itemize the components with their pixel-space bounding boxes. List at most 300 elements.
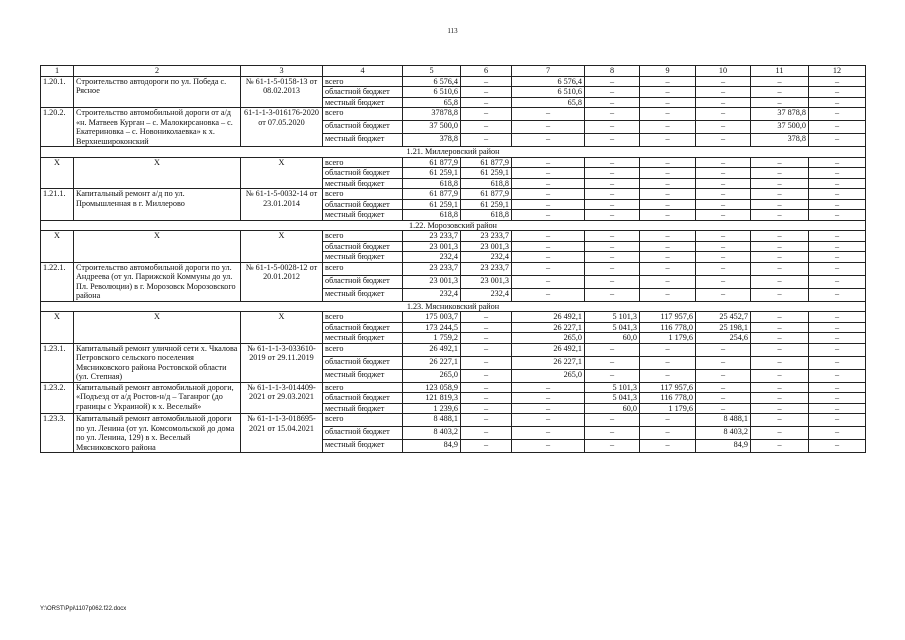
amount-cell: – — [751, 262, 809, 275]
object-name: Строительство автодороги по ул. Победа с. Рясное — [74, 76, 241, 108]
funding-source: местный бюджет — [323, 134, 403, 147]
amount-cell: – — [696, 134, 751, 147]
object-name: Капитальный ремонт уличной сети х. Чкалова Петровского сельского поселения Мясниковского района Ростовской области (ул. Степная) — [74, 343, 241, 382]
amount-cell: – — [585, 231, 640, 242]
amount-cell: – — [640, 157, 696, 168]
amount-cell: – — [751, 241, 809, 252]
amount-cell: – — [512, 241, 585, 252]
amount-cell: – — [696, 393, 751, 404]
amount-cell: – — [585, 427, 640, 440]
amount-cell: – — [585, 262, 640, 275]
amount-cell: 6 576,4 — [512, 76, 585, 87]
amount-cell: – — [585, 87, 640, 98]
amount-cell: – — [512, 189, 585, 200]
amount-cell: – — [809, 288, 866, 301]
amount-cell: 254,6 — [696, 333, 751, 344]
amount-cell: 26 227,1 — [403, 356, 461, 369]
amount-cell: – — [585, 134, 640, 147]
amount-cell: – — [809, 97, 866, 108]
amount-cell: – — [696, 288, 751, 301]
amount-cell: – — [809, 252, 866, 263]
registration-number: № 61-1-5-0158-13 от 08.02.2013 — [241, 76, 323, 108]
amount-cell: – — [640, 252, 696, 263]
amount-cell: 618,8 — [461, 210, 512, 221]
amount-cell: – — [696, 275, 751, 288]
amount-cell: – — [751, 178, 809, 189]
item-number: 1.23.3. — [41, 414, 74, 453]
funding-source: местный бюджет — [323, 369, 403, 382]
amount-cell: – — [512, 414, 585, 427]
funding-source: всего — [323, 262, 403, 275]
amount-cell: 61 877,9 — [403, 189, 461, 200]
amount-cell: 61 259,1 — [403, 199, 461, 210]
funding-source: местный бюджет — [323, 288, 403, 301]
funding-source: местный бюджет — [323, 252, 403, 263]
amount-cell: – — [640, 241, 696, 252]
amount-cell: – — [585, 356, 640, 369]
amount-cell: 25 198,1 — [696, 322, 751, 333]
amount-cell: – — [512, 252, 585, 263]
funding-source: областной бюджет — [323, 322, 403, 333]
table-row — [41, 343, 866, 356]
amount-cell: – — [809, 231, 866, 242]
funding-source: всего — [323, 157, 403, 168]
amount-cell: – — [751, 393, 809, 404]
amount-cell: – — [461, 403, 512, 414]
amount-cell: – — [512, 178, 585, 189]
funding-source: областной бюджет — [323, 356, 403, 369]
table-row — [41, 382, 866, 393]
amount-cell: 6 510,6 — [512, 87, 585, 98]
object-name: Строительство автомобильной дороги по ул. Андреева (от ул. Парижской Коммуны до ул. Пл. Революции) в г. Морозовск Морозовского района — [74, 262, 241, 301]
file-path-footer: Y:\ORST\Ppi\1107p062.f22.docx — [40, 606, 127, 612]
amount-cell: – — [751, 440, 809, 453]
amount-cell: – — [809, 333, 866, 344]
district-section-row — [41, 147, 866, 158]
amount-cell: – — [809, 343, 866, 356]
item-number: 1.23.1. — [41, 343, 74, 382]
amount-cell: 232,4 — [403, 288, 461, 301]
item-number: 1.20.2. — [41, 108, 74, 147]
object-name: Х — [74, 312, 241, 344]
amount-cell: – — [809, 134, 866, 147]
amount-cell: – — [751, 414, 809, 427]
amount-cell: – — [809, 189, 866, 200]
amount-cell: – — [461, 87, 512, 98]
column-number-header: 4 — [323, 66, 403, 77]
column-number-header: 10 — [696, 66, 751, 77]
amount-cell: – — [461, 440, 512, 453]
funding-source: всего — [323, 312, 403, 323]
amount-cell: – — [512, 121, 585, 134]
amount-cell: 61 877,9 — [403, 157, 461, 168]
amount-cell: 23 001,3 — [461, 275, 512, 288]
column-number-header: 7 — [512, 66, 585, 77]
amount-cell: – — [751, 252, 809, 263]
district-section-title: 1.22. Морозовский район — [41, 220, 866, 231]
amount-cell: 61 877,9 — [461, 157, 512, 168]
column-number-header: 11 — [751, 66, 809, 77]
amount-cell: – — [751, 87, 809, 98]
amount-cell: 618,8 — [403, 210, 461, 221]
amount-cell: – — [461, 414, 512, 427]
amount-cell: – — [461, 333, 512, 344]
column-number-header: 3 — [241, 66, 323, 77]
district-section-title: 1.21. Миллеровский район — [41, 147, 866, 158]
column-number-header: 6 — [461, 66, 512, 77]
funding-source: всего — [323, 231, 403, 242]
amount-cell: – — [696, 168, 751, 179]
amount-cell: – — [809, 168, 866, 179]
object-name: Х — [74, 231, 241, 263]
amount-cell: 60,0 — [585, 403, 640, 414]
amount-cell: – — [640, 414, 696, 427]
amount-cell: – — [809, 76, 866, 87]
amount-cell: – — [512, 199, 585, 210]
amount-cell: 8 488,1 — [696, 414, 751, 427]
amount-cell: – — [751, 76, 809, 87]
amount-cell: 23 001,3 — [461, 241, 512, 252]
amount-cell: – — [809, 262, 866, 275]
amount-cell: – — [696, 108, 751, 121]
budget-table — [40, 65, 866, 453]
amount-cell: – — [461, 134, 512, 147]
item-number: 1.21.1. — [41, 189, 74, 221]
amount-cell: 61 259,1 — [461, 199, 512, 210]
amount-cell: – — [751, 403, 809, 414]
amount-cell: 232,4 — [461, 252, 512, 263]
registration-number: Х — [241, 157, 323, 189]
funding-source: областной бюджет — [323, 168, 403, 179]
amount-cell: 1 759,2 — [403, 333, 461, 344]
funding-source: областной бюджет — [323, 275, 403, 288]
column-number-header: 5 — [403, 66, 461, 77]
amount-cell: – — [751, 427, 809, 440]
funding-source: местный бюджет — [323, 210, 403, 221]
amount-cell: – — [461, 76, 512, 87]
funding-source: всего — [323, 76, 403, 87]
amount-cell: 23 233,7 — [403, 231, 461, 242]
column-number-header: 12 — [809, 66, 866, 77]
amount-cell: – — [585, 121, 640, 134]
funding-source: всего — [323, 414, 403, 427]
item-number: 1.22.1. — [41, 262, 74, 301]
amount-cell: 6 576,4 — [403, 76, 461, 87]
amount-cell: – — [640, 356, 696, 369]
amount-cell: – — [585, 414, 640, 427]
funding-source: всего — [323, 343, 403, 356]
amount-cell: – — [696, 252, 751, 263]
amount-cell: – — [640, 189, 696, 200]
amount-cell: 26 227,1 — [512, 356, 585, 369]
amount-cell: 65,8 — [403, 97, 461, 108]
registration-number: № 61-1-1-3-033610-2019 от 29.11.2019 — [241, 343, 323, 382]
registration-number: 61-1-1-3-016176-2020 от 07.05.2020 — [241, 108, 323, 147]
amount-cell: – — [585, 288, 640, 301]
funding-source: всего — [323, 108, 403, 121]
registration-number: Х — [241, 231, 323, 263]
object-name: Капитальный ремонт автомобильной дороги, «Подъезд от а/д Ростов-н/д – Таганрог (до границы с Украиной) к х. Веселый» — [74, 382, 241, 414]
table-row — [41, 108, 866, 121]
amount-cell: – — [585, 178, 640, 189]
amount-cell: – — [809, 356, 866, 369]
funding-source: всего — [323, 382, 403, 393]
amount-cell: – — [640, 168, 696, 179]
amount-cell: – — [809, 157, 866, 168]
amount-cell: – — [585, 343, 640, 356]
page-number: 113 — [447, 27, 458, 35]
amount-cell: 618,8 — [403, 178, 461, 189]
amount-cell: – — [751, 157, 809, 168]
amount-cell: 23 001,3 — [403, 275, 461, 288]
amount-cell: – — [461, 369, 512, 382]
item-number: 1.23.2. — [41, 382, 74, 414]
amount-cell: 61 877,9 — [461, 189, 512, 200]
amount-cell: – — [751, 231, 809, 242]
amount-cell: – — [809, 121, 866, 134]
amount-cell: 26 492,1 — [403, 343, 461, 356]
amount-cell: – — [512, 275, 585, 288]
amount-cell: – — [696, 403, 751, 414]
amount-cell: 37878,8 — [403, 108, 461, 121]
amount-cell: – — [512, 427, 585, 440]
amount-cell: – — [751, 369, 809, 382]
amount-cell: – — [809, 440, 866, 453]
amount-cell: 23 001,3 — [403, 241, 461, 252]
funding-source: областной бюджет — [323, 427, 403, 440]
amount-cell: – — [461, 121, 512, 134]
amount-cell: – — [585, 108, 640, 121]
amount-cell: – — [585, 440, 640, 453]
amount-cell: – — [640, 343, 696, 356]
amount-cell: – — [461, 427, 512, 440]
object-name: Х — [74, 157, 241, 189]
amount-cell: – — [640, 108, 696, 121]
amount-cell: – — [512, 403, 585, 414]
amount-cell: – — [512, 288, 585, 301]
amount-cell: – — [512, 440, 585, 453]
amount-cell: 60,0 — [585, 333, 640, 344]
amount-cell: – — [461, 322, 512, 333]
amount-cell: 5 101,3 — [585, 382, 640, 393]
amount-cell: 23 233,7 — [461, 262, 512, 275]
amount-cell: – — [751, 333, 809, 344]
amount-cell: 117 957,6 — [640, 382, 696, 393]
amount-cell: – — [585, 168, 640, 179]
amount-cell: 173 244,5 — [403, 322, 461, 333]
amount-cell: 26 492,1 — [512, 343, 585, 356]
column-number-header: 1 — [41, 66, 74, 77]
column-number-row — [41, 66, 866, 77]
amount-cell: 116 778,0 — [640, 322, 696, 333]
amount-cell: 37 878,8 — [751, 108, 809, 121]
amount-cell: – — [751, 168, 809, 179]
amount-cell: – — [809, 369, 866, 382]
item-number: Х — [41, 231, 74, 263]
item-number: 1.20.1. — [41, 76, 74, 108]
amount-cell: 84,9 — [403, 440, 461, 453]
amount-cell: – — [640, 199, 696, 210]
amount-cell: – — [640, 231, 696, 242]
amount-cell: – — [512, 134, 585, 147]
column-number-header: 2 — [74, 66, 241, 77]
amount-cell: – — [640, 76, 696, 87]
amount-cell: – — [640, 369, 696, 382]
amount-cell: 123 058,9 — [403, 382, 461, 393]
amount-cell: 23 233,7 — [461, 231, 512, 242]
table-row — [41, 262, 866, 275]
amount-cell: 117 957,6 — [640, 312, 696, 323]
amount-cell: – — [751, 199, 809, 210]
amount-cell: – — [809, 210, 866, 221]
amount-cell: – — [512, 157, 585, 168]
amount-cell: – — [751, 382, 809, 393]
amount-cell: – — [585, 241, 640, 252]
funding-source: всего — [323, 189, 403, 200]
amount-cell: 265,0 — [512, 333, 585, 344]
amount-cell: – — [751, 210, 809, 221]
amount-cell: – — [585, 199, 640, 210]
amount-cell: – — [585, 252, 640, 263]
amount-cell: – — [809, 241, 866, 252]
amount-cell: – — [461, 393, 512, 404]
amount-cell: – — [696, 121, 751, 134]
amount-cell: 5 041,3 — [585, 322, 640, 333]
amount-cell: – — [585, 275, 640, 288]
amount-cell: – — [809, 427, 866, 440]
amount-cell: 618,8 — [461, 178, 512, 189]
amount-cell: 265,0 — [403, 369, 461, 382]
amount-cell: – — [696, 97, 751, 108]
amount-cell: 26 227,1 — [512, 322, 585, 333]
amount-cell: – — [809, 403, 866, 414]
amount-cell: – — [512, 382, 585, 393]
amount-cell: – — [809, 108, 866, 121]
amount-cell: – — [640, 262, 696, 275]
amount-cell: 232,4 — [461, 288, 512, 301]
funding-source: местный бюджет — [323, 403, 403, 414]
amount-cell: – — [640, 121, 696, 134]
amount-cell: 23 233,7 — [403, 262, 461, 275]
amount-cell: 61 259,1 — [461, 168, 512, 179]
amount-cell: – — [585, 97, 640, 108]
registration-number: Х — [241, 312, 323, 344]
table-row — [41, 76, 866, 87]
amount-cell: – — [696, 262, 751, 275]
amount-cell: 37 500,0 — [751, 121, 809, 134]
amount-cell: – — [809, 275, 866, 288]
amount-cell: – — [696, 241, 751, 252]
district-section-row — [41, 220, 866, 231]
table-row — [41, 189, 866, 200]
amount-cell: – — [696, 178, 751, 189]
amount-cell: – — [461, 97, 512, 108]
amount-cell: – — [512, 231, 585, 242]
amount-cell: – — [751, 288, 809, 301]
amount-cell: 61 259,1 — [403, 168, 461, 179]
amount-cell: – — [809, 312, 866, 323]
amount-cell: 378,8 — [751, 134, 809, 147]
amount-cell: – — [585, 76, 640, 87]
column-number-header: 9 — [640, 66, 696, 77]
amount-cell: 26 492,1 — [512, 312, 585, 323]
amount-cell: – — [696, 356, 751, 369]
table-row — [41, 414, 866, 427]
amount-cell: – — [696, 76, 751, 87]
amount-cell: 265,0 — [512, 369, 585, 382]
amount-cell: – — [512, 108, 585, 121]
amount-cell: – — [751, 322, 809, 333]
amount-cell: – — [696, 231, 751, 242]
amount-cell: – — [640, 87, 696, 98]
funding-source: областной бюджет — [323, 393, 403, 404]
amount-cell: 8 488,1 — [403, 414, 461, 427]
registration-number: № 61-1-1-3-014409-2021 от 29.03.2021 — [241, 382, 323, 414]
amount-cell: – — [640, 97, 696, 108]
amount-cell: – — [696, 87, 751, 98]
amount-cell: – — [640, 134, 696, 147]
district-section-row — [41, 301, 866, 312]
amount-cell: – — [809, 178, 866, 189]
amount-cell: – — [751, 312, 809, 323]
amount-cell: – — [512, 393, 585, 404]
amount-cell: 5 041,3 — [585, 393, 640, 404]
amount-cell: – — [809, 199, 866, 210]
amount-cell: 232,4 — [403, 252, 461, 263]
amount-cell: – — [461, 356, 512, 369]
amount-cell: 1 179,6 — [640, 333, 696, 344]
amount-cell: 1 239,6 — [403, 403, 461, 414]
amount-cell: – — [751, 97, 809, 108]
amount-cell: 1 179,6 — [640, 403, 696, 414]
amount-cell: 8 403,2 — [696, 427, 751, 440]
registration-number: № 61-1-5-0028-12 от 20.01.2012 — [241, 262, 323, 301]
amount-cell: – — [585, 210, 640, 221]
amount-cell: – — [809, 322, 866, 333]
table-row — [41, 231, 866, 242]
amount-cell: – — [696, 382, 751, 393]
amount-cell: 121 819,3 — [403, 393, 461, 404]
amount-cell: – — [696, 199, 751, 210]
amount-cell: – — [512, 262, 585, 275]
funding-source: местный бюджет — [323, 97, 403, 108]
funding-source: местный бюджет — [323, 178, 403, 189]
object-name: Капитальный ремонт а/д по ул. Промышленная в г. Миллерово — [74, 189, 241, 221]
object-name: Строительство автомобильной дороги от а/д «н. Матвеев Курган – с. Малокирсановка – с. Екатериновка – с. Новониколаевка» к х. Верхнешироконский — [74, 108, 241, 147]
amount-cell: – — [751, 343, 809, 356]
amount-cell: – — [461, 343, 512, 356]
amount-cell: 65,8 — [512, 97, 585, 108]
amount-cell: – — [809, 414, 866, 427]
amount-cell: – — [640, 288, 696, 301]
amount-cell: – — [696, 189, 751, 200]
amount-cell: 8 403,2 — [403, 427, 461, 440]
column-number-header: 8 — [585, 66, 640, 77]
amount-cell: – — [751, 275, 809, 288]
amount-cell: – — [640, 275, 696, 288]
amount-cell: – — [809, 382, 866, 393]
funding-source: местный бюджет — [323, 440, 403, 453]
amount-cell: 84,9 — [696, 440, 751, 453]
amount-cell: – — [809, 393, 866, 404]
amount-cell: – — [461, 108, 512, 121]
funding-source: областной бюджет — [323, 121, 403, 134]
amount-cell: – — [809, 87, 866, 98]
amount-cell: – — [696, 210, 751, 221]
amount-cell: – — [751, 189, 809, 200]
table-row — [41, 157, 866, 168]
registration-number: № 61-1-5-0032-14 от 23.01.2014 — [241, 189, 323, 221]
